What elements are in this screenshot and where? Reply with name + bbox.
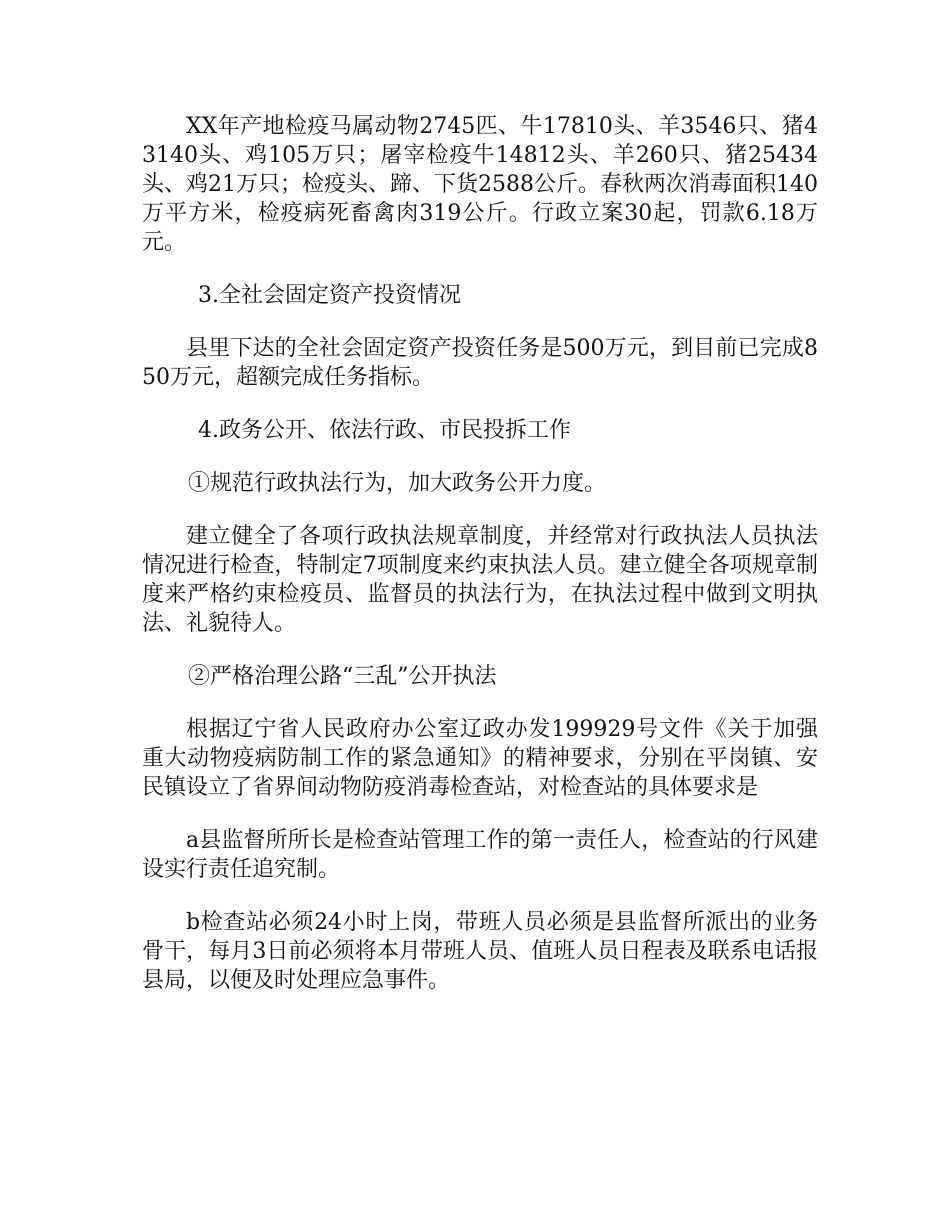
- paragraph-requirement-a: a县监督所所长是检查站管理工作的第一责任人，检查站的行风建设实行责任追究制。: [142, 828, 818, 882]
- heading-government-affairs: 4.政务公开、依法行政、市民投拆工作: [198, 418, 571, 443]
- heading-fixed-asset-investment: 3.全社会固定资产投资情况: [198, 283, 461, 308]
- paragraph-quarantine-stats: XX年产地检疫马属动物2745匹、牛17810头、羊3546只、猪43140头、鸡105万只；屠宰检疫牛14812头、羊260只、猪25434头、鸡21万只；检疫头、蹄、下货2588公斤。春秋两次消毒面积140万平方米，检疫病死畜禽肉319公斤。行政立案30起，罚款6.18万元。: [142, 114, 818, 255]
- subheading-law-enforcement: ①规范行政执法行为，加大政务公开力度。: [188, 471, 607, 496]
- subheading-highway-governance: ②严格治理公路“三乱”公开执法: [188, 664, 497, 689]
- paragraph-investment-task: 县里下达的全社会固定资产投资任务是500万元，到目前已完成850万元，超额完成任务指标。: [142, 336, 818, 390]
- paragraph-checkpoint-setup: 根据辽宁省人民政府办公室辽政办发199929号文件《关于加强重大动物疫病防制工作的紧急通知》的精神要求，分别在平岗镇、安民镇设立了省界间动物防疫消毒检查站，对检查站的具体要求是: [142, 717, 818, 800]
- paragraph-regulations: 建立健全了各项行政执法规章制度，并经常对行政执法人员执法情况进行检查，特制定7项制度来约束执法人员。建立健全各项规章制度来严格约束检疫员、监督员的执法行为，在执法过程中做到文明执法、礼貌待人。: [142, 524, 818, 636]
- paragraph-requirement-b: b检查站必须24小时上岗，带班人员必须是县监督所派出的业务骨干，每月3日前必须将本月带班人员、值班人员日程表及联系电话报县局，以便及时处理应急事件。: [142, 910, 818, 993]
- document-page: [142, 112, 818, 1019]
